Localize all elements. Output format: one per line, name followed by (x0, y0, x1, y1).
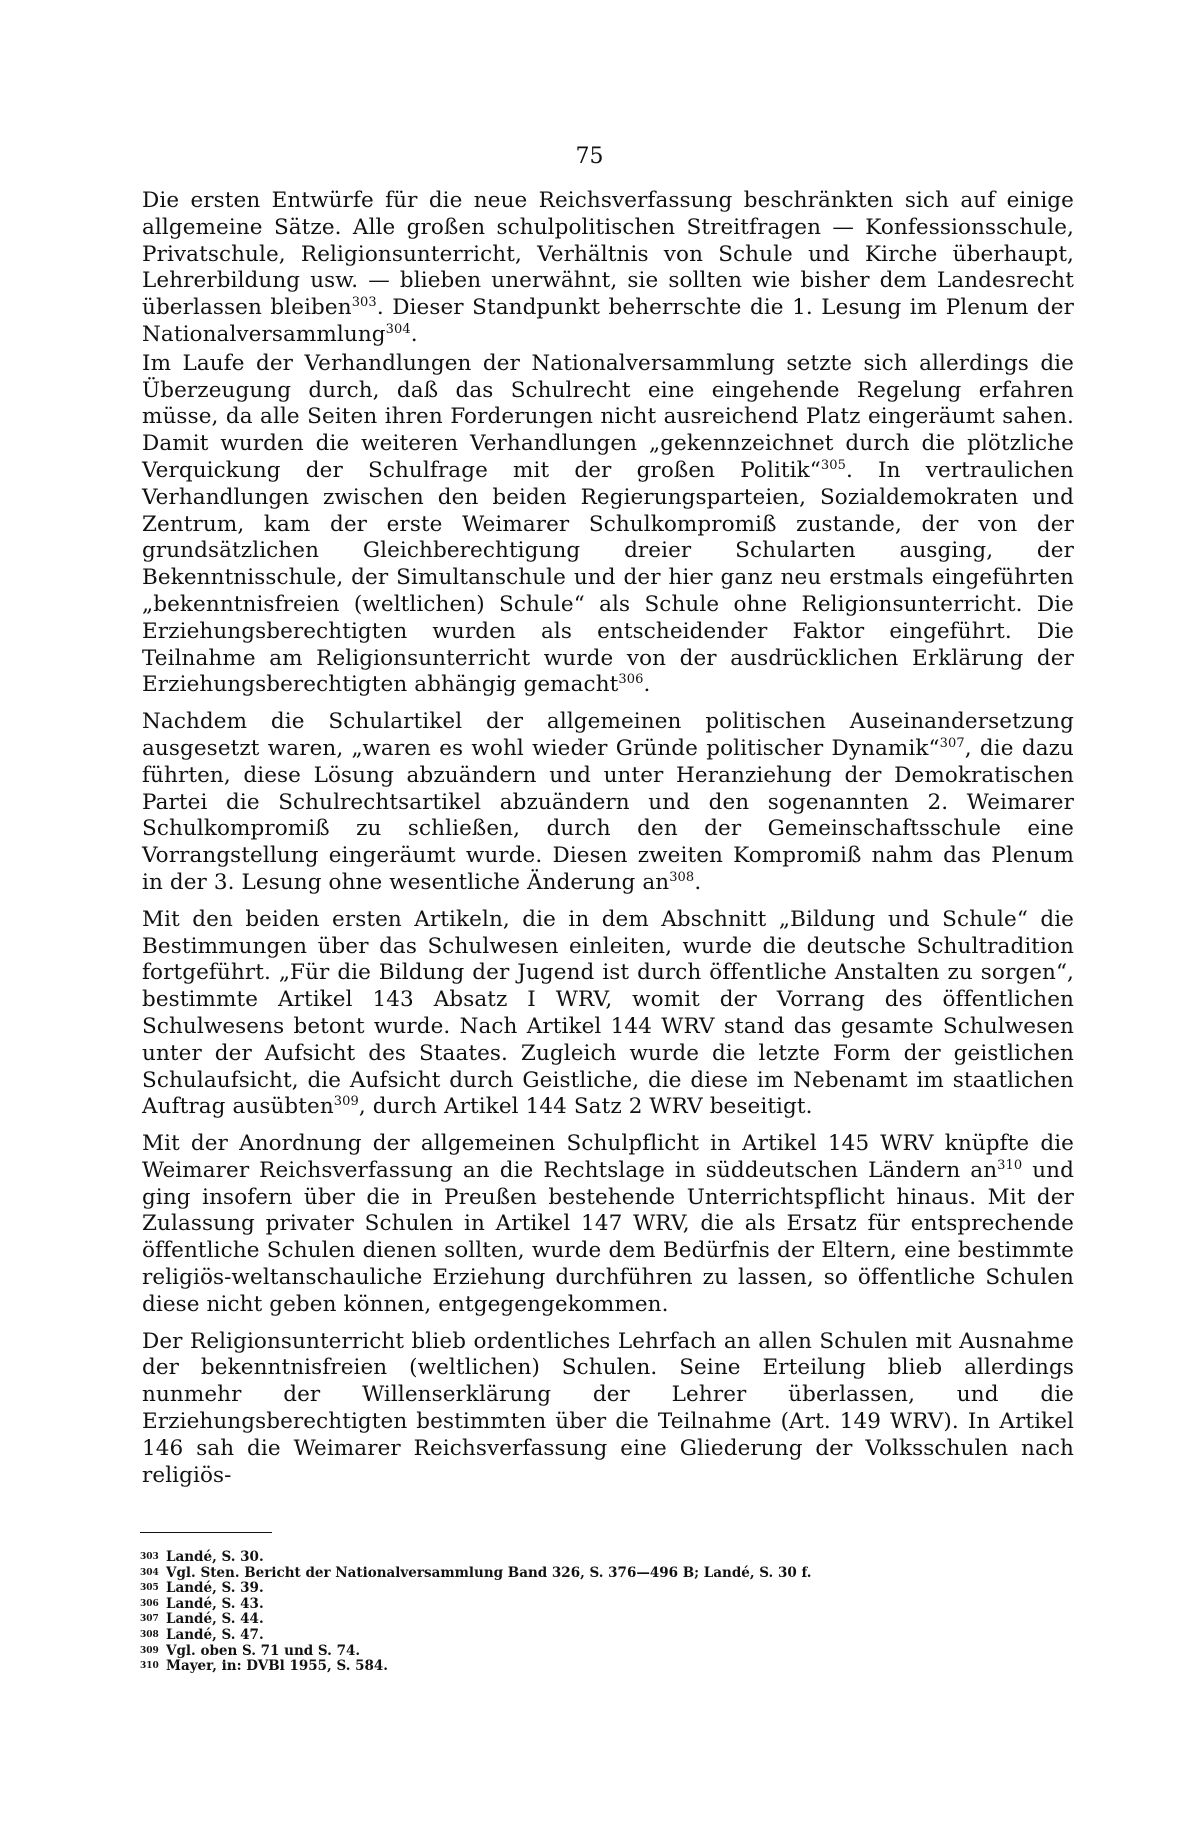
paragraph-text: und ging insofern über die in Preußen bestehende Unterrichtspflicht hinaus. Mit der Zulassung privater Schulen in Artikel 147 WRV, die als Ersatz für entsprechende öffentliche Schulen dienen sollten, wurde dem Bedürfnis der Eltern, eine bestimmte religiös-weltanschauliche Erziehung durchführen zu lassen, so öffentliche Schulen diese nicht geben können, entgegengekommen. (142, 1157, 1074, 1317)
paragraph (142, 1131, 1074, 1319)
footnotes (140, 1550, 1040, 1675)
paragraph (142, 1329, 1074, 1490)
paragraph-text: . In vertraulichen Verhandlungen zwischen den beiden Regierungsparteien, Sozialdemokraten und Zentrum, kam der erste Weimarer Schulkompromiß zustande, der von der grundsätzlichen Gleichberechtigung dreier Schularten ausging, der Bekenntnisschule, der Simultanschule und der hier ganz neu erstmals eingeführten „bekenntnisfreien (weltlichen) Schule“ als Schule ohne Religionsunterricht. Die Erziehungsberechtigten wurden als entscheidender Faktor eingeführt. Die Teilnahme am Religionsunterricht wurde von der ausdrücklichen Erklärung der Erziehungsberechtigten abhängig gemacht (142, 457, 1074, 698)
paragraph-text: , die dazu führten, diese Lösung abzuändern und unter Heranziehung der Demokratischen Partei die Schulrechtsartikel abzuändern und den sogenannten 2. Weimarer Schulkompromiß zu schließen, durch den der Gemeinschaftsschule eine Vorrangstellung eingeräumt wurde. Diesen zweiten Kompromiß nahm das Plenum in der 3. Lesung ohne wesentliche Änderung an (142, 735, 1074, 895)
paragraph-text: Nachdem die Schulartikel der allgemeinen politischen Auseinandersetzung ausgesetzt waren, „waren es wohl wieder Gründe politischer Dynamik“ (142, 709, 1074, 761)
footnote (140, 1612, 1040, 1628)
footnote-reference: 303 (351, 295, 377, 311)
footnote-text: Landé, S. 47. (166, 1626, 264, 1643)
paragraph-text: Im Laufe der Verhandlungen der Nationalversammlung setzte sich allerdings die Überzeugung durch, daß das Schulrecht eine eingehende Regelung erfahren müsse, da alle Seiten ihren Forderungen nicht ausreichend Platz eingeräumt sahen. Damit wurden die weiteren Verhandlungen „gekennzeichnet durch die plötzliche Verquickung der Schulfrage mit der großen Politik“ (142, 350, 1074, 483)
footnote (140, 1659, 1040, 1675)
footnote-number: 308 (140, 1629, 159, 1640)
paragraph-text: . Dieser Standpunkt beherrschte die 1. Lesung im Plenum der Nationalversammlung (142, 295, 1074, 347)
footnote-number: 309 (140, 1645, 159, 1656)
footnote-reference: 307 (939, 735, 965, 751)
paragraph-text: Der Religionsunterricht blieb ordentliches Lehrfach an allen Schulen mit Ausnahme der bekenntnisfreien (weltlichen) Schulen. Seine Erteilung blieb allerdings nunmehr der Willenserklärung der Lehrer überlassen, und die Erziehungsberechtigten bestimmten über die Teilnahme (Art. 149 WRV). In Artikel 146 sah die Weimarer Reichsverfassung eine Gliederung der Volksschulen nach religiös- (142, 1328, 1074, 1488)
paragraph (142, 351, 1074, 699)
paragraph-text: . (643, 672, 651, 698)
footnote-number: 304 (140, 1567, 159, 1578)
footnote-reference: 309 (333, 1094, 359, 1110)
footnote-number: 303 (140, 1552, 159, 1562)
footnote-text: Vgl. oben S. 71 und S. 74. (166, 1642, 361, 1659)
footnote (140, 1597, 1040, 1613)
footnote-number: 305 (140, 1583, 159, 1594)
footnote (140, 1581, 1040, 1597)
footnote-text: Landé, S. 39. (166, 1580, 264, 1597)
paragraph (142, 907, 1074, 1121)
footnote-separator (140, 1532, 272, 1533)
footnote-number: 307 (140, 1614, 159, 1625)
footnote-text: Vgl. Sten. Bericht der Nationalversammlung Band 326, S. 376—496 B; Landé, S. 30 f. (166, 1564, 812, 1581)
page-number: 75 (575, 144, 604, 169)
footnote-text: Landé, S. 30. (166, 1549, 264, 1565)
paragraph-text: Mit den beiden ersten Artikeln, die in dem Abschnitt „Bildung und Schule“ die Bestimmungen über das Schulwesen einleiten, wurde die deutsche Schultradition fortgeführt. „Für die Bildung der Jugend ist durch öffentliche Anstalten zu sorgen“, bestimmte Artikel 143 Absatz I WRV, womit der Vorrang des öffentlichen Schulwesens betont wurde. Nach Artikel 144 WRV stand das gesamte Schulwesen unter der Aufsicht des Staates. Zugleich wurde die letzte Form der geistlichen Schulaufsicht, die Aufsicht durch Geistliche, die diese im Nebenamt im staatlichen Auftrag ausübten (142, 906, 1074, 1120)
footnote (140, 1628, 1040, 1644)
footnote (140, 1644, 1040, 1660)
footnote-number: 310 (140, 1661, 159, 1672)
footnote-text: Mayer, in: DVBl 1955, S. 584. (166, 1658, 388, 1675)
body-text (142, 188, 1074, 1489)
footnote-reference: 308 (669, 869, 695, 885)
paragraph-text: , durch Artikel 144 Satz 2 WRV beseitigt. (358, 1094, 813, 1120)
footnote-text: Landé, S. 43. (166, 1595, 264, 1612)
footnote (140, 1550, 1040, 1566)
paragraph-text: . (410, 321, 418, 347)
footnote-number: 306 (140, 1598, 159, 1609)
paragraph (142, 709, 1074, 897)
footnote-reference: 310 (997, 1157, 1023, 1173)
footnote-text: Landé, S. 44. (166, 1611, 264, 1628)
paragraph (142, 188, 1074, 349)
footnote-reference: 306 (618, 672, 644, 688)
paragraph-text: . (694, 869, 702, 895)
paragraph-text: Mit der Anordnung der allgemeinen Schulpflicht in Artikel 145 WRV knüpfte die Weimarer Reichsverfassung an die Rechtslage in süddeutschen Ländern an (142, 1131, 1074, 1183)
footnote (140, 1566, 1040, 1582)
footnote-reference: 304 (385, 321, 411, 337)
paragraph-text: Die ersten Entwürfe für die neue Reichsverfassung beschränkten sich auf einige allgemeine Sätze. Alle großen schulpolitischen Streitfragen — Konfessionsschule, Privatschule, Religionsunterricht, Verhältnis von Schule und Kirche überhaupt, Lehrerbildung usw. — blieben unerwähnt, sie sollten wie bisher dem Landesrecht überlassen bleiben (142, 188, 1074, 321)
footnote-reference: 305 (820, 457, 846, 473)
